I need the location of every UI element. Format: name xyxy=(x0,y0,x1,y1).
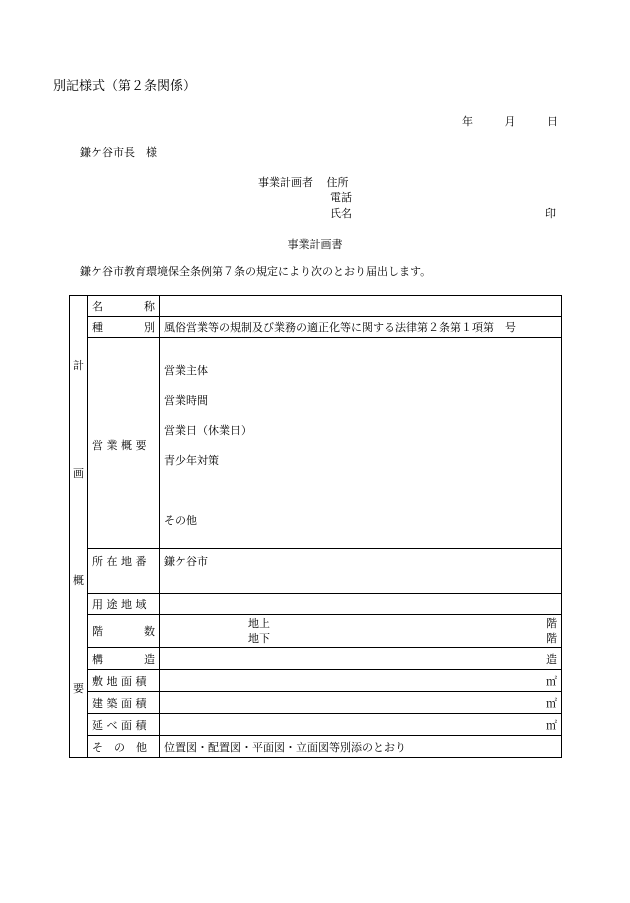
applicant-block xyxy=(258,177,349,188)
seal-mark: 印 xyxy=(545,207,556,220)
name-label: 氏名 xyxy=(330,207,352,220)
row-zoning xyxy=(70,594,562,615)
applicant-role: 事業計画者 xyxy=(258,176,313,189)
row-business xyxy=(70,338,562,549)
row-location xyxy=(70,549,562,594)
name-label: 名 称 xyxy=(88,296,160,317)
date-month: 月 xyxy=(504,115,516,128)
floors-label: 階 数 xyxy=(88,615,160,648)
name-value[interactable] xyxy=(160,296,562,317)
form-title: 別記様式（第２条関係） xyxy=(53,79,197,94)
document-title: 事業計画書 xyxy=(287,238,343,251)
business-entity: 営業主体 xyxy=(164,364,208,377)
business-value[interactable] xyxy=(160,338,562,549)
phone-label: 電話 xyxy=(330,191,352,204)
zoning-value[interactable] xyxy=(160,594,562,615)
business-other: その他 xyxy=(164,514,197,527)
intro-text: 鎌ケ谷市教育環境保全条例第７条の規定により次のとおり届出します。 xyxy=(80,265,432,278)
structure-label: 構 造 xyxy=(88,648,160,670)
structure-value[interactable] xyxy=(160,648,562,670)
building-area-label: 建 築 面 積 xyxy=(88,692,160,714)
type-label: 種 別 xyxy=(88,317,160,338)
youth-measures: 青少年対策 xyxy=(164,454,219,467)
floors-below: 地下 xyxy=(248,632,270,645)
floors-above: 地上 xyxy=(248,617,270,630)
site-area-value[interactable] xyxy=(160,670,562,692)
side-char: 画 xyxy=(73,466,84,480)
type-value[interactable]: 風俗営業等の規制及び業務の適正化等に関する法律第２条第１項第 号 xyxy=(160,317,562,338)
area-unit: ㎡ xyxy=(546,674,557,688)
row-site-area xyxy=(70,670,562,692)
row-floors xyxy=(70,615,562,648)
location-label: 所 在 地 番 xyxy=(88,549,160,594)
plan-summary-side-label xyxy=(70,296,88,758)
addressee: 鎌ケ谷市長 様 xyxy=(80,146,157,159)
side-char: 概 xyxy=(73,574,84,588)
business-hours: 営業時間 xyxy=(164,394,208,407)
floor-area-label: 延 べ 面 積 xyxy=(88,714,160,736)
floors-value[interactable] xyxy=(160,615,562,648)
site-area-label: 敷 地 面 積 xyxy=(88,670,160,692)
business-days: 営業日（休業日） xyxy=(164,424,252,437)
area-unit: ㎡ xyxy=(546,718,557,732)
location-value[interactable]: 鎌ケ谷市 xyxy=(160,549,562,594)
floors-unit: 階 xyxy=(546,617,557,630)
side-char: 要 xyxy=(73,681,84,695)
address-label: 住所 xyxy=(326,176,349,189)
area-unit: ㎡ xyxy=(546,696,557,710)
side-char: 計 xyxy=(73,359,84,373)
date-line xyxy=(434,116,558,127)
row-building-area xyxy=(70,692,562,714)
floors-unit: 階 xyxy=(546,632,557,645)
row-type xyxy=(70,317,562,338)
row-other xyxy=(70,736,562,758)
floor-area-value[interactable] xyxy=(160,714,562,736)
other-value[interactable]: 位置図・配置図・平面図・立面図等別添のとおり xyxy=(160,736,562,758)
date-year: 年 xyxy=(462,115,473,128)
row-name xyxy=(70,296,562,317)
date-day: 日 xyxy=(547,115,558,128)
other-label: そ の 他 xyxy=(88,736,160,758)
row-floor-area xyxy=(70,714,562,736)
business-label: 営 業 概 要 xyxy=(88,338,160,549)
row-structure xyxy=(70,648,562,670)
zoning-label: 用 途 地 域 xyxy=(88,594,160,615)
structure-unit: 造 xyxy=(546,652,557,666)
building-area-value[interactable] xyxy=(160,692,562,714)
plan-table xyxy=(69,295,562,758)
